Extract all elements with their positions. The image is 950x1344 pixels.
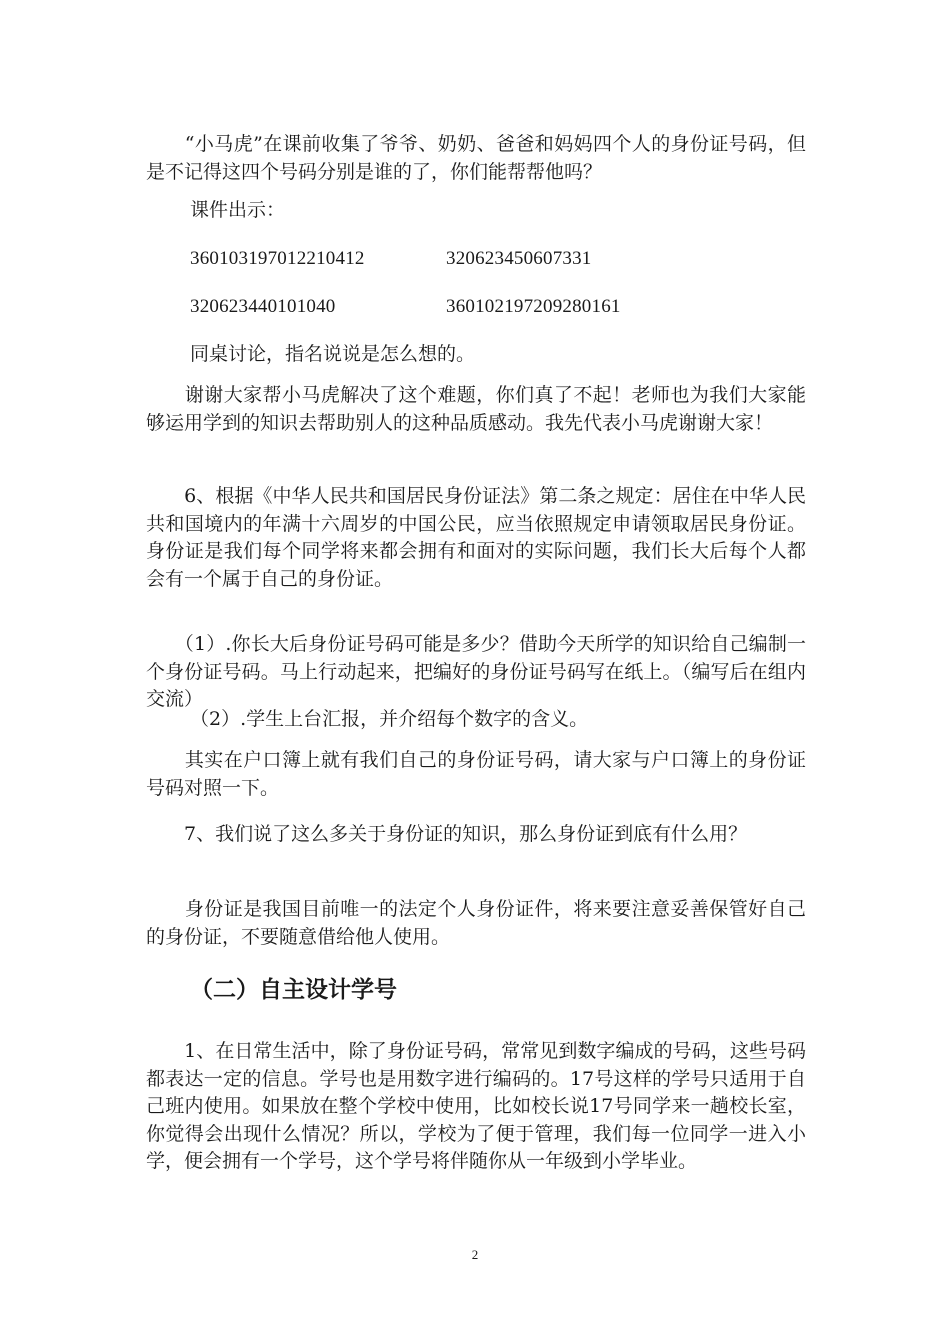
paragraph-task-2: （2）.学生上台汇报，并介绍每个数字的含义。: [190, 708, 589, 730]
paragraph-id-usage-question: 7、我们说了这么多关于身份证的知识，那么身份证到底有什么用？: [146, 823, 748, 845]
section-heading: （二）自主设计学号: [190, 977, 397, 1003]
paragraph-xiaomahu-question: “小马虎”在课前收集了爷爷、奶奶、爸爸和妈妈四个人的身份证号码，但是不记得这四个号码分别是谁的了，你们能帮帮他吗？: [146, 133, 806, 183]
id-number-3: 320623440101040: [190, 296, 336, 317]
page-number: 2: [471, 1247, 479, 1262]
paragraph-id-usage-answer: 身份证是我国目前唯一的法定个人身份证件，将来要注意妥善保管好自己的身份证，不要随意借给他人使用。: [146, 898, 806, 948]
paragraph-thanks: 谢谢大家帮小马虎解决了这个难题，你们真了不起！老师也为我们大家能够运用学到的知识去帮助别人的这种品质感动。我先代表小马虎谢谢大家！: [146, 384, 806, 434]
id-number-1: 360103197012210412: [190, 248, 365, 269]
paragraph-student-number: 1、在日常生活中，除了身份证号码，常常见到数字编成的号码，这些号码都表达一定的信息。学号也是用数字进行编码的。17号这样的学号只适用于自己班内使用。如果放在整个学校中使用，比如校长说17号同学来一趟校长室，你觉得会出现什么情况？所以，学校为了便于管理，我们每一位同学一进入小学，便会拥有一个学号，这个学号将伴随你从一年级到小学毕业。: [146, 1040, 806, 1172]
id-number-4: 360102197209280161: [446, 296, 621, 317]
paragraph-id-law: 6、根据《中华人民共和国居民身份证法》第二条之规定：居住在中华人民共和国境内的年满十六周岁的中国公民，应当依照规定申请领取居民身份证。身份证是我们每个同学将来都会拥有和面对的实际问题，我们长大后每个人都会有一个属于自己的身份证。: [146, 485, 806, 590]
paragraph-courseware-show: 课件出示：: [190, 199, 286, 221]
paragraph-task-1: （1）.你长大后身份证号码可能是多少？借助今天所学的知识给自己编制一个身份证号码。马上行动起来，把编好的身份证号码写在纸上。（编写后在组内交流）: [146, 633, 806, 710]
id-number-2: 320623450607331: [446, 248, 592, 269]
paragraph-household-register: 其实在户口簿上就有我们自己的身份证号码，请大家与户口簿上的身份证号码对照一下。: [146, 749, 806, 799]
paragraph-discussion: 同桌讨论，指名说说是怎么想的。: [190, 343, 476, 365]
